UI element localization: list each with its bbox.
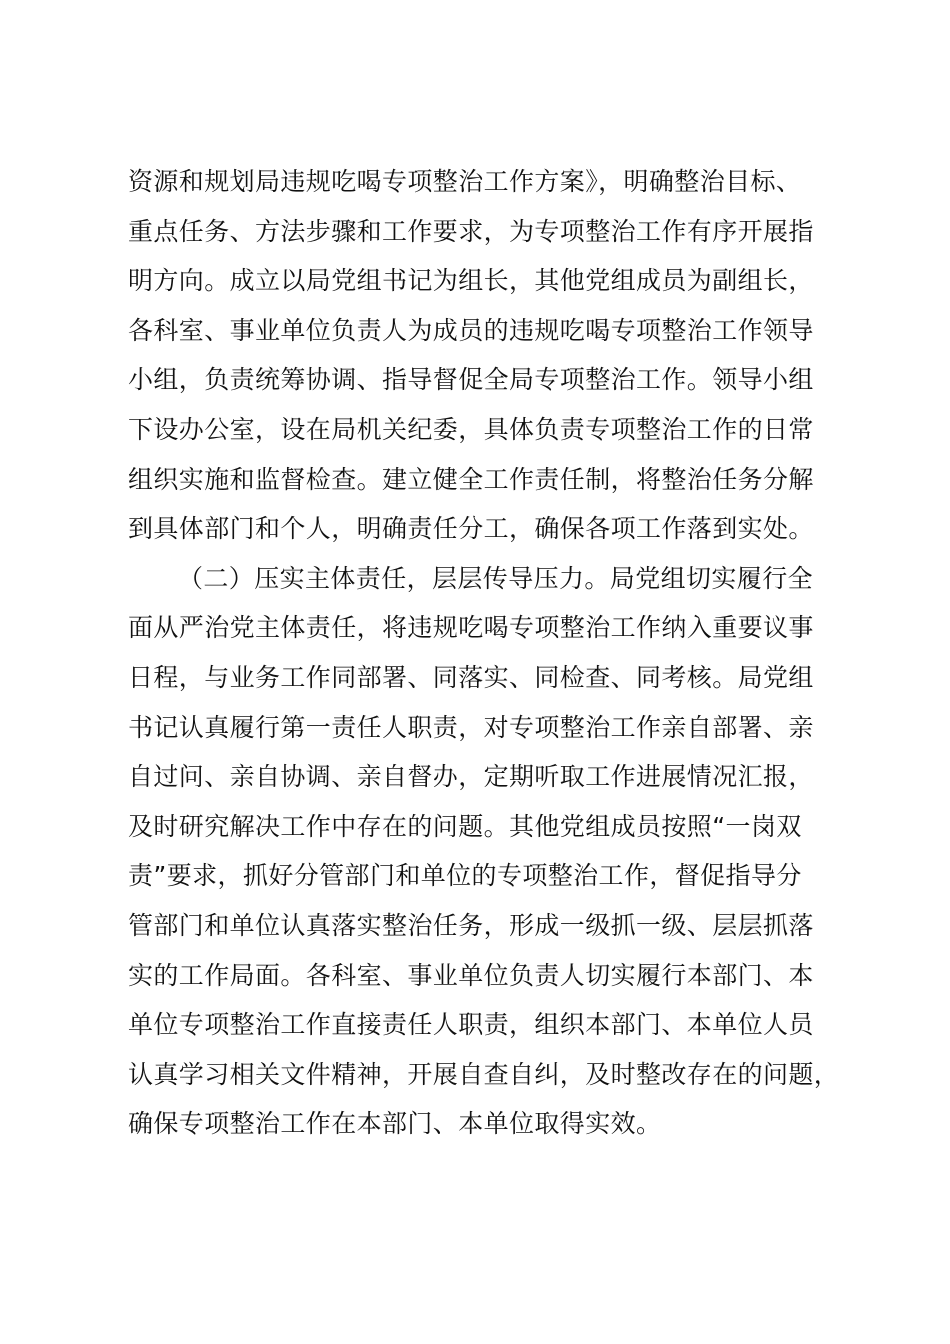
paragraph-line: 重点任务、方法步骤和工作要求，为专项整治工作有序开展指 <box>128 216 814 246</box>
paragraph-line: 组织实施和监督检查。建立健全工作责任制，将整治任务分解 <box>128 464 814 494</box>
paragraph-line: 下设办公室，设在局机关纪委，具体负责专项整治工作的日常 <box>128 414 814 444</box>
paragraph-line: 小组，负责统筹协调、指导督促全局专项整治工作。领导小组 <box>128 365 814 395</box>
paragraph-line: 自过问、亲自协调、亲自督办，定期听取工作进展情况汇报， <box>128 762 814 792</box>
paragraph-line: 到具体部门和个人，明确责任分工，确保各项工作落到实处。 <box>128 514 814 544</box>
paragraph-line: 责”要求，抓好分管部门和单位的专项整治工作，督促指导分 <box>128 861 802 891</box>
paragraph-line: 书记认真履行第一责任人职责，对专项整治工作亲自部署、亲 <box>128 712 814 742</box>
paragraph-line: 日程，与业务工作同部署、同落实、同检查、同考核。局党组 <box>128 662 814 692</box>
paragraph-line: 管部门和单位认真落实整治任务，形成一级抓一级、层层抓落 <box>128 910 814 940</box>
section-heading-line: （二）压实主体责任，层层传导压力。局党组切实履行全 <box>178 563 814 593</box>
paragraph-line: 确保专项整治工作在本部门、本单位取得实效。 <box>128 1109 662 1139</box>
paragraph-2 <box>128 554 868 1149</box>
document-body <box>128 157 868 1149</box>
paragraph-line: 明方向。成立以局党组书记为组长，其他党组成员为副组长， <box>128 266 814 296</box>
paragraph-line: 认真学习相关文件精神，开展自查自纠，及时整改存在的问题， <box>128 1059 840 1089</box>
paragraph-line: 面从严治党主体责任，将违规吃喝专项整治工作纳入重要议事 <box>128 613 814 643</box>
paragraph-1 <box>128 157 868 554</box>
paragraph-line: 各科室、事业单位负责人为成员的违规吃喝专项整治工作领导 <box>128 315 814 345</box>
paragraph-line: 实的工作局面。各科室、事业单位负责人切实履行本部门、本 <box>128 960 814 990</box>
paragraph-line: 资源和规划局违规吃喝专项整治工作方案》，明确整治目标、 <box>128 167 802 196</box>
paragraph-line: 及时研究解决工作中存在的问题。其他党组成员按照“一岗双 <box>128 811 802 841</box>
paragraph-line: 单位专项整治工作直接责任人职责，组织本部门、本单位人员 <box>128 1010 814 1040</box>
